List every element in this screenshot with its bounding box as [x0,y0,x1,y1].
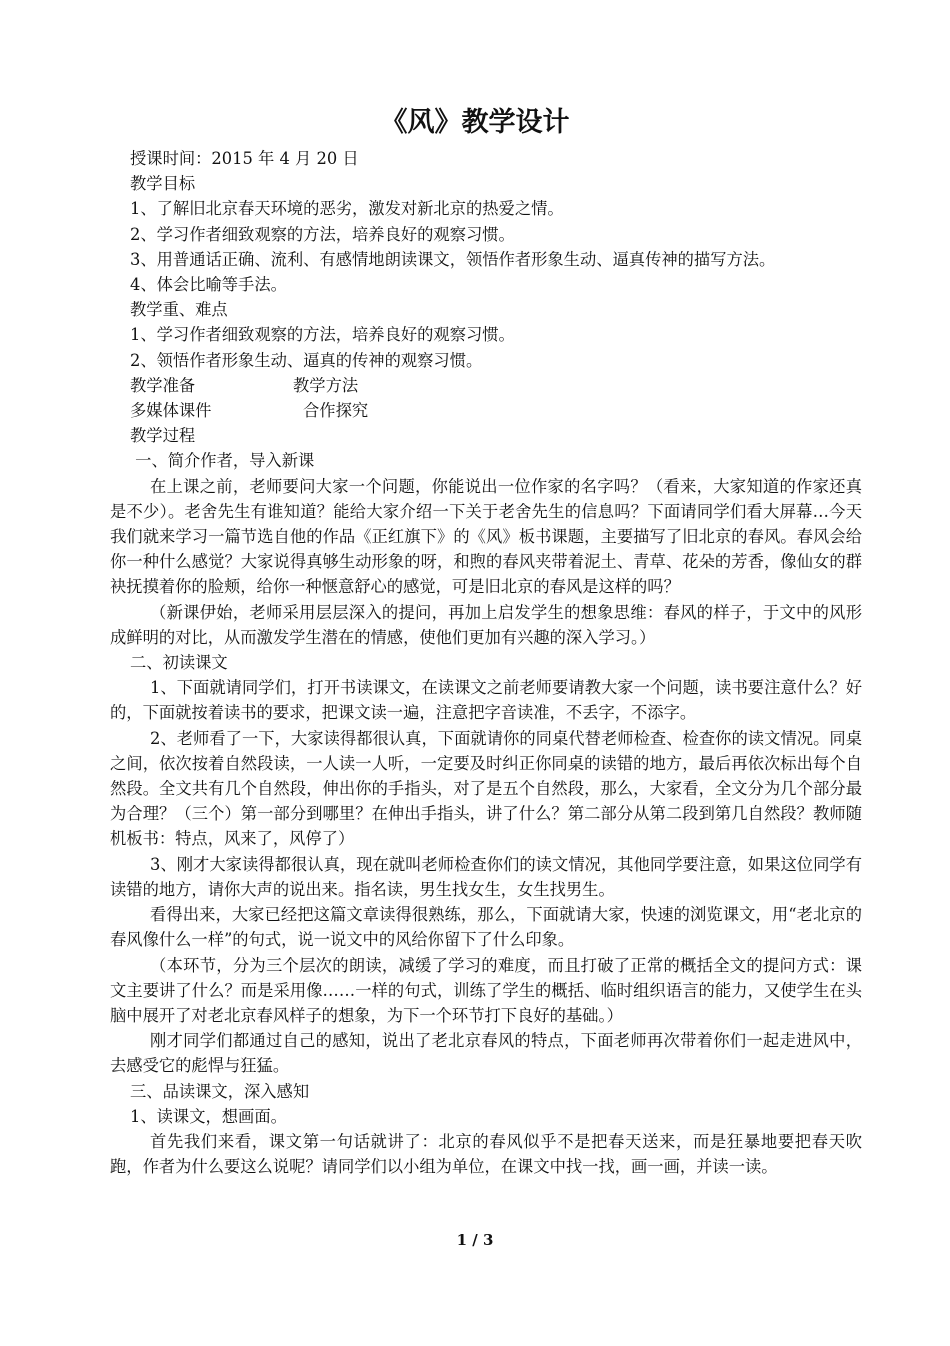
method-label: 教学方法 [293,375,359,395]
section-heading: 一、简介作者，导入新课 [130,451,315,471]
paragraph: 在上课之前，老师要问大家一个问题，你能说出一位作家的名字吗？（看来，大家知道的作家还真是不少）。老舍先生有谁知道？能给大家介绍一下关于老舍先生的信息吗？下面请同学们看大屏幕…今天我们就来学习一篇节选自他的作品《正红旗下》的《风》板书课题，主要描写了旧北京的春风。春风会给你一种什么感觉？大家说得真够生动形象的呀，和煦的春风夹带着泥土、青草、花朵的芳香，像仙女的群袂抚摸着你的脸颊，给你一种惬意舒心的感觉，可是旧北京的春风是这样的吗？ [110,476,862,597]
paragraph: （新课伊始，老师采用层层深入的提问，再加上启发学生的想象思维：春风的样子，于文中的风形成鲜明的对比，从而激发学生潜在的情感，使他们更加有兴趣的深入学习。） [110,602,862,647]
goal-item: 2、学习作者细致观察的方法，培养良好的观察习惯。 [130,224,515,244]
section-heading: 三、品读课文，深入感知 [130,1081,310,1101]
prep-method-row [110,373,862,398]
document-title: 《风》教学设计 [380,107,570,138]
paragraph: 刚才同学们都通过自己的感知，说出了老北京春风的特点，下面老师再次带着你们一起走进风中，去感受它的彪悍与狂猛。 [110,1031,862,1076]
method-value: 合作探究 [303,401,369,421]
key-point-item: 1、学习作者细致观察的方法，培养良好的观察习惯。 [130,325,515,345]
sub-heading: 1、读课文，想画面。 [130,1106,287,1126]
document-body [110,146,862,1179]
goal-item: 4、体会比喻等手法。 [130,275,287,295]
goals-heading: 教学目标 [130,174,196,194]
paragraph: 看得出来，大家已经把这篇文章读得很熟练，那么，下面就请大家，快速的浏览课文，用“老北京的春风像什么一样”的句式，说一说文中的风给你留下了什么印象。 [110,905,862,950]
paragraph: 1、下面就请同学们，打开书读课文，在读课文之前老师要请教大家一个问题，读书要注意什么？好的，下面就按着读书的要求，把课文读一遍，注意把字音读准，不丢字，不添字。 [110,678,862,723]
process-heading: 教学过程 [130,426,196,446]
goal-item: 1、了解旧北京春天环境的恶劣，激发对新北京的热爱之情。 [130,199,564,219]
paragraph: 首先我们来看，课文第一句话就讲了：北京的春风似乎不是把春天送来，而是狂暴地要把春天吹跑，作者为什么要这么说呢？请同学们以小组为单位，在课文中找一找，画一画，并读一读。 [110,1131,862,1177]
date-line: 授课时间：2015 年 4 月 20 日 [130,149,359,168]
key-points-heading: 教学重、难点 [130,300,228,320]
section-heading: 二、初读课文 [130,653,228,673]
goal-item: 3、用普通话正确、流利、有感情地朗读课文，领悟作者形象生动、逼真传神的描写方法。 [130,249,776,269]
paragraph: 3、刚才大家读得都很认真，现在就叫老师检查你们的读文情况，其他同学要注意，如果这位同学有读错的地方，请你大声的说出来。指名读，男生找女生，女生找男生。 [110,854,862,899]
prep-label: 教学准备 [130,375,196,395]
prep-value: 多媒体课件 [130,401,212,421]
paragraph: 2、老师看了一下，大家读得都很认真，下面就请你的同桌代替老师检查、检查你的读文情况。同桌之间，依次按着自然段读，一人读一人听，一定要及时纠正你同桌的读错的地方，最后再依次标出每个自然段。全文共有几个自然段，伸出你的手指头，对了是五个自然段，那么，大家看，全文分为几个部分最为合理？（三个）第一部分到哪里？在伸出手指头，讲了什么？第二部分从第二段到第几自然段？教师随机板书：特点，风来了，风停了） [110,728,862,849]
page-indicator: 1 / 3 [456,1231,494,1249]
paragraph: （本环节，分为三个层次的朗读，减缓了学习的难度，而且打破了正常的概括全文的提问方式：课文主要讲了什么？而是采用像……一样的句式，训练了学生的概括、临时组织语言的能力，又使学生在头脑中展开了对老北京春风样子的想象，为下一个环节打下良好的基础。） [110,955,862,1025]
prep-method-row [110,398,862,423]
key-point-item: 2、领悟作者形象生动、逼真的传神的观察习惯。 [130,350,483,370]
